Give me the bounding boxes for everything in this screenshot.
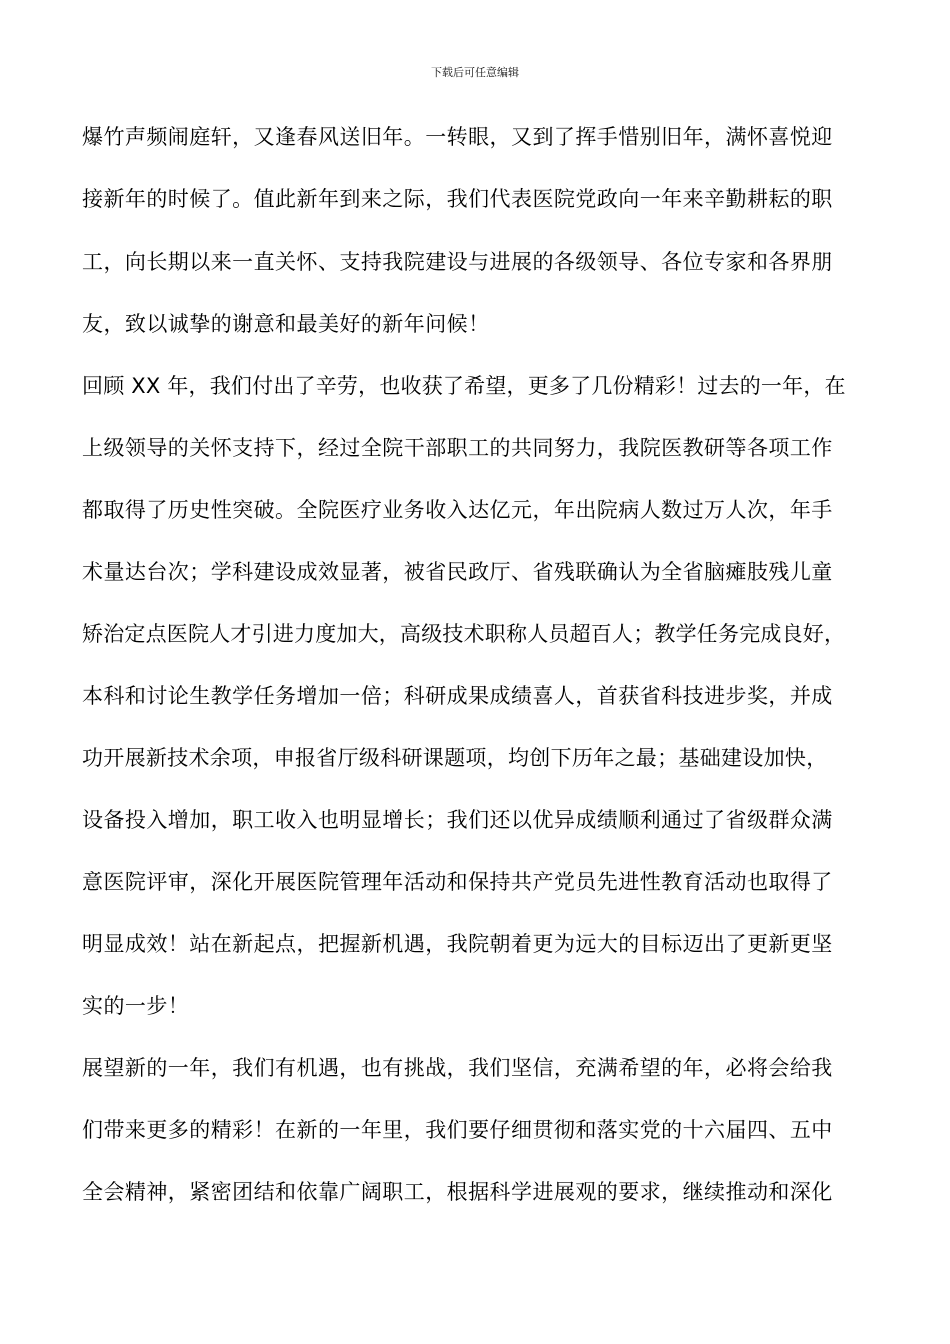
- text-line: 接新年的时候了。值此新年到来之际，我们代表医院党政向一年来辛勤耕耘的职: [82, 187, 833, 211]
- text-line: 爆竹声频闹庭轩，又逢春风送旧年。一转眼，又到了挥手惜别旧年，满怀喜悦迎: [82, 125, 833, 149]
- page-header: 下载后可任意编辑: [431, 66, 519, 79]
- text-line: 全会精神，紧密团结和依靠广阔职工，根据科学进展观的要求，继续推动和深化: [82, 1180, 833, 1204]
- text-line: 矫治定点医院人才引进力度加大，高级技术职称人员超百人；教学任务完成良好，: [82, 622, 846, 646]
- text-line: 功开展新技术余项，申报省厅级科研课题项，均创下历年之最；基础建设加快，: [82, 746, 828, 770]
- text-line: 意医院评审，深化开展医院管理年活动和保持共产党员先进性教育活动也取得了: [82, 870, 833, 894]
- text-line: 设备投入增加，职工收入也明显增长；我们还以优异成绩顺利通过了省级群众满: [82, 808, 833, 832]
- text-line: 回顾 XX 年，我们付出了辛劳，也收获了希望，更多了几份精彩！过去的一年，在: [82, 374, 846, 398]
- text-line: 们带来更多的精彩！在新的一年里，我们要仔细贯彻和落实党的十六届四、五中: [82, 1118, 833, 1142]
- text-line: 术量达台次；学科建设成效显著，被省民政厅、省残联确认为全省脑瘫肢残儿童: [82, 560, 833, 584]
- text-line: 展望新的一年，我们有机遇，也有挑战，我们坚信，充满希望的年，必将会给我: [82, 1056, 833, 1080]
- text-line: 工，向长期以来一直关怀、支持我院建设与进展的各级领导、各位专家和各界朋: [82, 250, 833, 274]
- text-line: 实的一步！: [82, 994, 190, 1018]
- text-line: 都取得了历史性突破。全院医疗业务收入达亿元，年出院病人数过万人次，年手: [82, 498, 833, 522]
- text-line: 友，致以诚挚的谢意和最美好的新年问候！: [82, 312, 490, 336]
- text-line: 明显成效！站在新起点，把握新机遇，我院朝着更为远大的目标迈出了更新更坚: [82, 932, 833, 956]
- text-line: 上级领导的关怀支持下，经过全院干部职工的共同努力，我院医教研等各项工作: [82, 436, 833, 460]
- text-line: 本科和讨论生教学任务增加一倍；科研成果成绩喜人，首获省科技进步奖，并成: [82, 684, 833, 708]
